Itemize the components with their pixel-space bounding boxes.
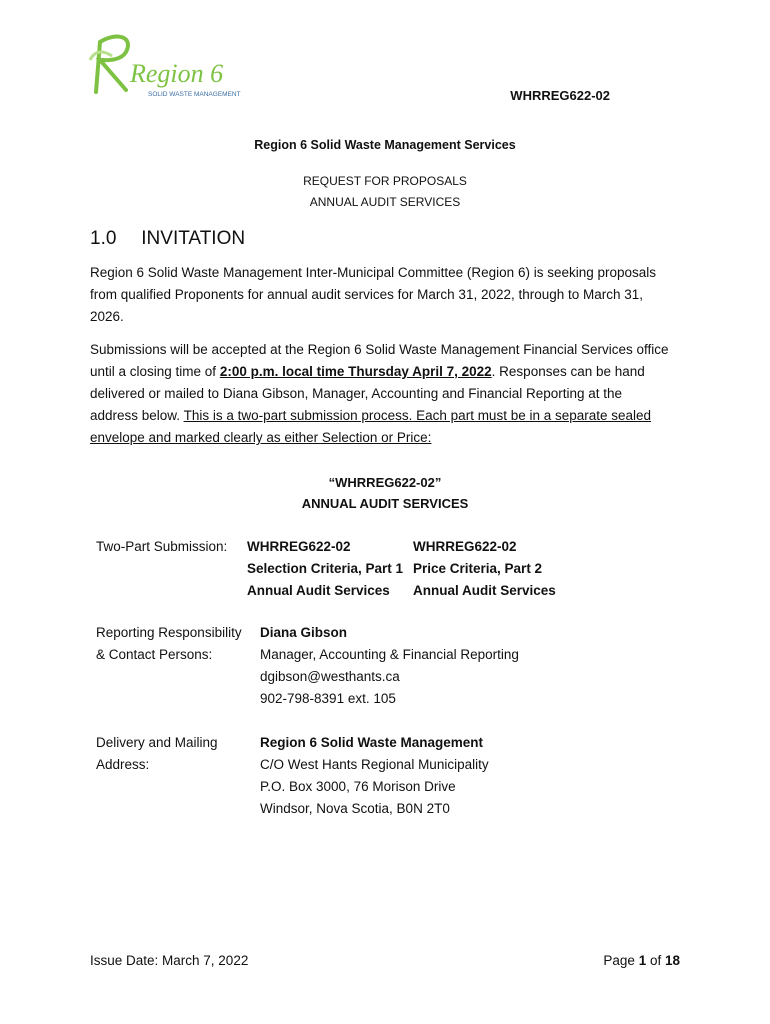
closing-time: 2:00 p.m. local time Thursday April 7, 2022 — [219, 364, 492, 379]
delivery-label-line: Address: — [96, 757, 150, 772]
contact-email[interactable]: dgibson@westhants.ca — [260, 669, 400, 684]
part2-line: Price Criteria, Part 2 — [413, 561, 543, 576]
para2-line — [90, 361, 680, 383]
contact-details — [260, 622, 519, 710]
address-line: P.O. Box 3000, 76 Morison Drive — [260, 779, 456, 794]
contact-label-line: Reporting Responsibility — [96, 625, 242, 640]
invitation-paragraph — [90, 262, 680, 328]
quote-title: ANNUAL AUDIT SERVICES — [301, 496, 469, 511]
para2-line: delivered or mailed to Diana Gibson, Manager, Accounting and Financial Reporting at the — [90, 386, 623, 401]
page-number — [540, 953, 680, 968]
contact-label — [96, 622, 242, 666]
rfp-line-1: REQUEST FOR PROPOSALS — [303, 174, 467, 188]
section-number: 1.0 — [90, 228, 117, 249]
para2-line: envelope and marked clearly as either Selection or Price: — [90, 430, 432, 445]
submission-part-2 — [413, 536, 556, 602]
closing-prefix: until a closing time of — [90, 364, 220, 379]
para1-line: Region 6 Solid Waste Management Inter-Municipal Committee (Region 6) is seeking proposals — [90, 265, 657, 280]
section-heading — [90, 228, 245, 250]
address-below-text: address below. — [90, 408, 184, 423]
part1-line: Annual Audit Services — [247, 583, 390, 598]
para1-line: 2026. — [90, 309, 124, 324]
contact-label-line: & Contact Persons: — [96, 647, 213, 662]
two-part-notice: This is a two-part submission process. Each part must be in a separate sealed — [183, 408, 652, 423]
part1-line: WHRREG622-02 — [247, 539, 351, 554]
delivery-address — [260, 732, 489, 820]
closing-suffix: . Responses can be hand — [491, 364, 645, 379]
rfp-line-2: ANNUAL AUDIT SERVICES — [309, 195, 461, 209]
para1-line: from qualified Proponents for annual audit services for March 31, 2022, through to March 31, — [90, 287, 644, 302]
submission-part-1 — [247, 536, 403, 602]
page-current: 1 — [638, 953, 647, 968]
contact-phone: 902-798-8391 ext. 105 — [260, 691, 396, 706]
submission-paragraph — [90, 339, 680, 449]
para2-line — [90, 405, 680, 427]
document-id: WHRREG622-02 — [510, 88, 610, 103]
section-title: INVITATION — [141, 228, 246, 249]
logo-graphic — [86, 30, 258, 104]
contact-role: Manager, Accounting & Financial Reporting — [260, 647, 519, 662]
address-line: Windsor, Nova Scotia, B0N 2T0 — [260, 801, 450, 816]
part1-line: Selection Criteria, Part 1 — [247, 561, 404, 576]
logo-subtext: SOLID WASTE MANAGEMENT — [148, 91, 241, 98]
address-line: C/O West Hants Regional Municipality — [260, 757, 489, 772]
address-line: Region 6 Solid Waste Management — [260, 735, 484, 750]
para2-line: Submissions will be accepted at the Region 6 Solid Waste Management Financial Services office — [90, 342, 669, 357]
page-prefix: Page — [603, 953, 639, 968]
org-title: Region 6 Solid Waste Management Services — [254, 138, 516, 152]
logo-wordmark: Region 6 — [130, 59, 224, 88]
region6-logo — [86, 30, 258, 104]
part2-line: Annual Audit Services — [413, 583, 556, 598]
delivery-label-line: Delivery and Mailing — [96, 735, 218, 750]
contact-name: Diana Gibson — [260, 625, 348, 640]
submission-label: Two-Part Submission: — [96, 539, 228, 554]
part2-line: WHRREG622-02 — [413, 539, 517, 554]
issue-date: Issue Date: March 7, 2022 — [90, 953, 249, 968]
quote-doc-id: “WHRREG622-02” — [328, 475, 442, 490]
page-of: of — [646, 953, 665, 968]
delivery-label — [96, 732, 218, 776]
page-total: 18 — [664, 953, 680, 968]
